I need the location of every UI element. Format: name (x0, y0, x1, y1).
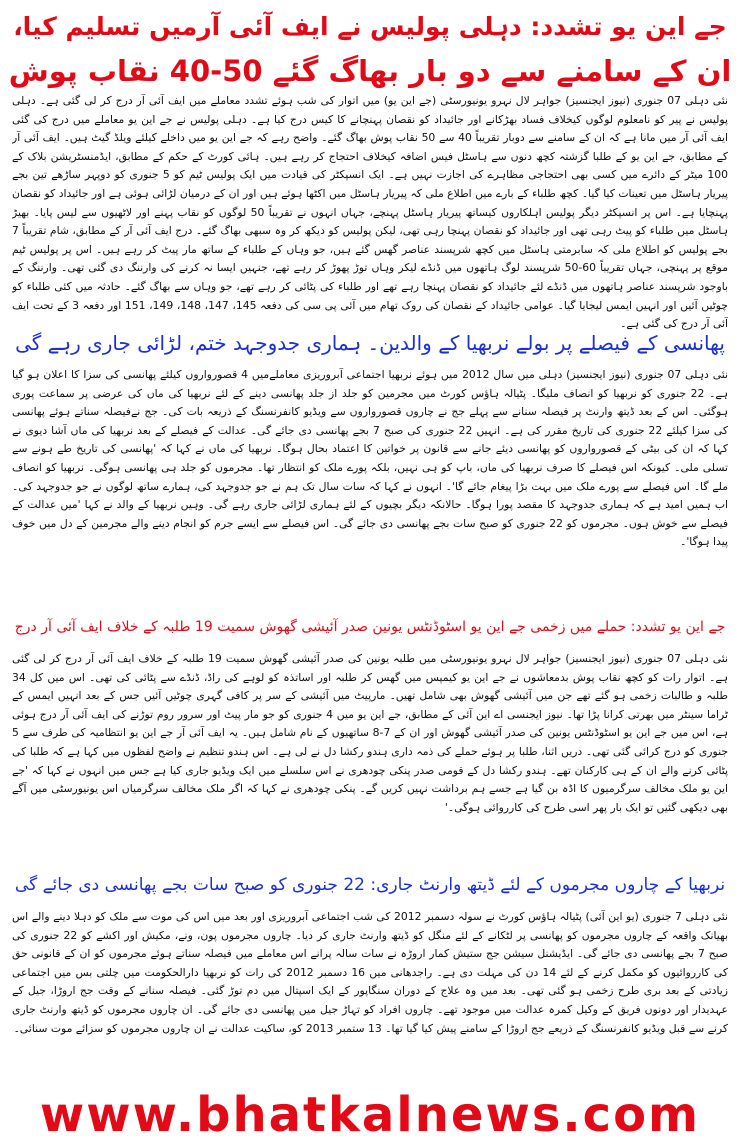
article-2-subheading: پھانسی کے فیصلے پر بولے نربھیا کے والدین۔ ہماری جدوجہد ختم، لڑائی جاری رہے گی (15, 331, 725, 355)
article-3-body: نئی دہلی 07 جنوری (نیوز ایجنسیز) جواہر لال نہرو یونیورسٹی میں طلبہ یونین کی صدر آئیشی گھوش سمیت 19 طلبہ کے خلاف ایف آئی آر درج کر لی گئی ہے۔ اتوار رات کو کچھ نقاب پوش بدمعاشوں نے جے این یو کیمپس میں گھس کر طلبہ اور اساتذہ کو لوہے کی راڈ، ڈنڈے سے پٹائی کی تھی۔ اس میں کل 34 طلبہ و طالبات زخمی ہو گئے تھے جن میں آئیشی گھوش بھی شامل تھیں۔ مارپیٹ میں آئیشی کے سر پر کافی گہری چوٹیں آئیں جس کے بعد انہیں ایمس کے ٹراما سینٹر میں بھرتی کرانا پڑا تھا۔ نیوز ایجنسی اے این آئی کے مطابق، جے این یو میں 4 جنوری کو جو مار پیٹ اور سرور روم توڑنے کی ایف آئی آر درج ہوئی ہے، اس میں جے این یو اسٹوڈنٹس یونین کی صدر آئیشی گھوش اور ان کے 7-8 ساتھیوں کے نام شامل ہیں۔ یہ ایف آئی آر جے این یو انتظامیہ کی طرف سے 5 جنوری کو درج کرائی گئی تھی۔ دریں اثنا، طلبا پر ہوئے حملے کی ذمہ داری ہندو رکشا دل نے لی ہے۔ اس ہندو تنظیم نے واضح لفظوں میں کہا ہے کہ طلبا کی پٹائی کرنے والے ان کے ہی کارکنان تھے۔ ہندو رکشا دل کے قومی صدر پنکی چودھری نے اس سلسلے میں ایک ویڈیو جاری کیا ہے جس میں انہوں نے کہا کہ 'جے این یو ملک مخالف سرگرمیوں کا اڈہ بن گیا ہے جسے ہم برداشت نہیں کریں گے۔ پنکی چودھری نے کہا کہ اگر ملک مخالف سرگرمیاں اس یونیورسٹی میں آگے بھی دیکھی گئیں تو ایک بار پھر اسی طرح کی کارروائی ہوگی۔' (12, 652, 728, 814)
article-3-subheading: جے این یو تشدد: حملے میں زخمی جے این یو اسٹوڈنٹس یونین صدر آئیشی گھوش سمیت 19 طلبہ کے خلاف ایف آئی آر درج (14, 619, 726, 635)
article-4-body: نئی دہلی 7 جنوری (یو این آئی) پٹیالہ ہاؤس کورٹ نے سولہ دسمبر 2012 کی شب اجتماعی آبروریزی اور بعد میں اس کی موت سے ملک کو دہلا دینے والے اس بھیانک واقعہ کے چاروں مجرموں کو پھانسی پر لٹکانے کے لئے منگل کو ڈیتھ وارنٹ جاری کر دیا۔ چاروں مجرموں پون، ونے، مکیش اور اکشے کو 22 جنوری کی صبح 7 بجے پھانسی دی جائے گی۔ ایڈیشنل سیشن جج ستیش کمار اروڑہ نے سات سالہ پرانے اس معاملے میں فیصلہ سناتے ہوئے مجرموں کو ان کے قانونی حق کی کارروائیوں کو مکمل کرنے کے لئے 14 دن کی مہلت دی ہے۔ راجدھانی میں 16 دسمبر 2012 کی رات کو نربھیا دارالحکومت میں چلتی بس میں اجتماعی زیادتی کے بعد بری طرح زخمی ہو گئی تھی۔ بعد میں وہ علاج کے دوران سنگاپور کے ایک اسپتال میں دم توڑ گئی۔ فیصلہ سنانے کے وقت جج اروڑا، جیل کے عہدیدار اور دونوں فریق کے وکیل کمرہ عدالت میں موجود تھے۔ چاروں افراد کو تہاڑ جیل میں پھانسی دی جائے گی۔ ان چاروں مجرموں کو ڈیتھ وارنٹ جاری کرنے سے قبل ویڈیو کانفرنسنگ کے ذریعے جج اروڑا کے سامنے پیش کیا گیا تھا۔ 13 ستمبر 2013 کو، ساکیت عدالت نے ان چاروں مجرموں کو سزائے موت سنائی۔ (12, 910, 728, 1035)
main-headline-line-1: جے این یو تشدد: دہلی پولیس نے ایف آئی آرمیں تسلیم کیا، (13, 12, 727, 41)
main-headline-line-2: ان کے سامنے سے دو بار بھاگ گئے 50-40 نقاب پوش (8, 54, 732, 88)
website-url-footer: www.bhatkalnews.com (39, 1087, 701, 1143)
article-2-body: نئی دہلی 07 جنوری (نیوز ایجنسیز) دہلی میں سال 2012 میں ہوئے نربھیا اجتماعی آبروریزی معاملےمیں 4 قصورواروں کیلئے پھانسی کی سزا کا اعلان ہو گیا ہے۔ 22 جنوری کو نربھیا کو انصاف ملیگا۔ پٹیالہ ہاؤس کورٹ میں مجرمین کو جلد از جلد پھانسی دینے کے لئے نربھیا کی ماں کی عرضی پر سماعت پوری ہوگئی۔ اس کے بعد ڈیتھ وارنٹ پر فیصلہ سنانے سے پہلے جج نے چاروں قصورواروں سے ویڈیو کانفرنسنگ کے ذریعہ بات کی۔ جج نےفیصلہ سناتے ہوئے پھانسی کی سزا کیلئے 22 جنوری کی تاریخ مقرر کی ہے۔ انہیں 22 جنوری کی صبح 7 بجے پھانسی دی جائے گی۔ عدالت کے فیصلے کے بعد نربھیا کی ماں آشا دیوی نے کہا کہ ان کی بیٹی کے قصورواروں کو پھانسی دیئے جانے سے قانون پر خواتین کا اعتماد بحال ہوگا۔ نربھیا کی ماں نے کہا کہ 'پھانسی کی تاریخ طے ہونے سے تسلی ملی۔ کیونکہ اس فیصلے کا صرف نربھیا کی ماں، باپ کو ہی نہیں، بلکہ پورے ملک کو انتظار تھا۔ مجرموں کو جلد ہی پھانسی ہوگی۔ نربھیا کو انصاف ملے گا۔ اس فیصلے سے پورے ملک میں بہت بڑا پیغام جائے گا'۔ انہوں نے کہا کہ سات سال تک ہم نے جو جدوجہد کی، ہمارے ساتھ لوگوں نے جو جدوجہد کی۔ اب ہمیں امید ہے کہ ہماری جدوجہد کا مقصد پورا ہوگا۔ حالانکہ دیگر بچیوں کے لئے ہماری لڑائی جاری رہے گی۔ وہیں نربھیا کے والد نے کہا 'میں عدالت کے فیصلے سے خوش ہوں۔ مجرموں کو 22 جنوری کو صبح سات بجے پھانسی دی جائے گی۔ اس فیصلے سے ایسے جرم کو انجام دینے والے مجرمین کے دل میں خوف پیدا ہوگا'۔ (12, 368, 728, 549)
article-1-body: نئی دہلی 07 جنوری (نیوز ایجنسیز) جواہر لال نہرو یونیورسٹی (جے این یو) میں اتوار کی شب ہوئے تشدد معاملے میں ایف آئی آر درج کر لی گئی ہے۔ دہلی پولیس نے پیر کو نامعلوم لوگوں کیخلاف فساد بھڑکانے اور جائیداد کو نقصان پہنچانے کا کیس درج کیا ہے۔ دہلی پولیس نے جے این یو معاملے میں درج کی گئی ایف آئی آر میں مانا ہے کہ ان کے سامنے سے دوبار تقریباً 40 سے 50 نقاب پوش بھاگ گئے۔ واضح رہے کہ جے این یو میں داخلے کیلئے ویلڈ گیٹ ہیں۔ ایف آئی آر کے مطابق، جے این یو کے طلبا گزشتہ کچھ دنوں سے ہاسٹل فیس اضافہ کیخلاف احتجاج کر رہے ہیں۔ ہائی کورٹ کے حکم کے مطابق، ایڈمنسٹریشن بلاک کے 100 میٹر کے دائرے میں کسی بھی احتجاجی مظاہرے کی اجازت نہیں ہے۔ ایک انسپکٹر کی قیادت میں ایک پولیس ٹیم کو 5 جنوری کو دوپہر ساڑھے تین بجے پیریار ہاسٹل میں تعینات کیا گیا۔ کچھ طلباء کے بارے میں اطلاع ملی کہ پیریار ہاسٹل میں اکٹھا ہوئے ہیں اور ان کے درمیان لڑائی ہوئی ہے اور جائیداد کو نقصان پہنچایا ہے۔ اس پر انسپکٹر دیگر پولیس اہلکاروں کیساتھ پیریار ہاسٹل پہنچے، جہاں انہوں نے تقریباً 50 لوگوں کو نقاب پہنے اور لاٹھیوں سے لیس پایا۔ بھیڑ ہاسٹل میں طلباء کو پیٹ رہی تھی اور جائیداد کو نقصان پہنچا رہی تھی، لیکن پولیس کو دیکھ کر وہ سبھی بھاگ گئے۔ درج ایف آئی آر کے مطابق، شام تقریباً 7 بجے پولیس کو اطلاع ملی کہ سابرمتی ہاسٹل میں کچھ شرپسند عناصر گھس گئے ہیں، جو وہاں کے طلباء کے ساتھ مار پیٹ کر رہے ہیں۔ اس پر پولیس ٹیم موقع پر پہنچی، جہاں تقریباً 60-50 شرپسند لوگ ہاتھوں میں ڈنڈے لیکر وہاں توڑ پھوڑ کر رہے تھے، جنہیں ایسا نہ کرنے کی وارننگ دی گئی تھی۔ وارننگ کے باوجود شرپسند عناصر ہاتھوں میں ڈنڈے لئے جائیداد کو نقصان پہنچا رہے تھے اور طلباء کی پٹائی کر رہے تھے، جو وہاں سے بھاگ گئے۔ حادثہ میں کئی طلباء کو چوٹیں آئیں اور انہیں ایمس لیجایا گیا۔ عوامی جائیداد کے نقصان کی روک تھام میں آئی پی سی کی دفعہ 145، 147، 148، 149، 151 اور دفعہ 3 کے تحت ایف آئی آر درج کی گئی ہے۔ (12, 94, 728, 331)
article-4-subheading: نربھیا کے چاروں مجرموں کے لئے ڈیتھ وارنٹ جاری: 22 جنوری کو صبح سات بجے پھانسی دی جائے گی (14, 875, 726, 895)
